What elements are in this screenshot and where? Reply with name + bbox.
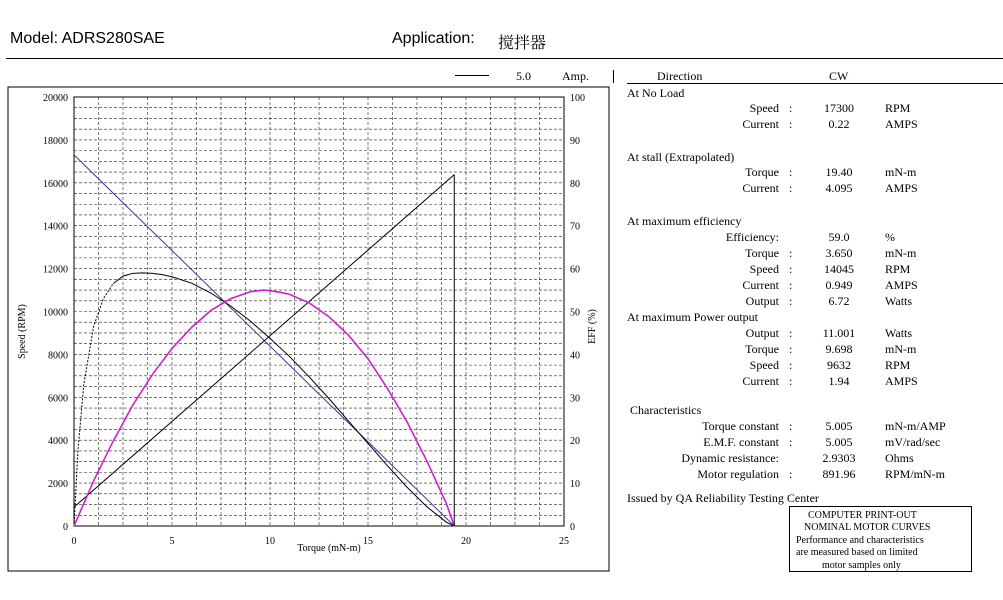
note-line-2: NOMINAL MOTOR CURVES: [804, 522, 931, 533]
row-unit: %: [885, 230, 895, 244]
row-value: 9.698: [825, 342, 853, 356]
row-colon: :: [789, 294, 793, 308]
y-tick-label: 0: [63, 522, 68, 533]
note-line-4: are measured based on limited: [796, 547, 918, 558]
application-value: 搅拌器: [498, 35, 547, 52]
y-tick-label: 14000: [43, 221, 68, 233]
row-unit: Watts: [885, 294, 913, 308]
y-tick-label: 20000: [43, 93, 68, 104]
row-unit: RPM: [885, 101, 911, 115]
section-title: At maximum Power output: [627, 310, 758, 324]
row-name: Speed: [749, 262, 779, 276]
row-name: E.M.F. constant: [703, 435, 779, 449]
section-title: At stall (Extrapolated): [627, 150, 735, 164]
x-tick-label: 25: [559, 536, 569, 547]
y2-tick-label: 30: [570, 393, 580, 405]
row-unit: mV/rad/sec: [885, 435, 941, 449]
row-unit: AMPS: [885, 181, 918, 195]
row-name: Current: [742, 117, 779, 131]
row-colon: :: [789, 262, 793, 276]
row-name: Efficiency:: [725, 230, 779, 244]
y2-tick-label: 0: [570, 522, 575, 533]
row-colon: :: [789, 374, 793, 388]
x-tick-label: 15: [363, 536, 373, 547]
row-name: Torque constant: [702, 419, 779, 433]
application-label: Application:: [392, 30, 475, 47]
row-value: 0.22: [828, 117, 850, 131]
row-unit: AMPS: [885, 278, 918, 292]
note-line-3: Performance and characteristics: [796, 535, 924, 546]
direction-value: CW: [829, 69, 849, 83]
row-colon: :: [789, 435, 793, 449]
row-colon: :: [789, 117, 793, 131]
row-colon: :: [789, 467, 793, 481]
row-name: Current: [742, 181, 779, 195]
section-title: At No Load: [627, 86, 685, 100]
row-value: 9632: [827, 358, 851, 372]
direction-label: Direction: [657, 69, 703, 83]
row-name: Torque: [745, 246, 779, 260]
x-tick-label: 20: [461, 536, 471, 547]
legend-divider: [613, 70, 614, 83]
row-colon: :: [789, 165, 793, 179]
row-unit: RPM: [885, 262, 911, 276]
y-axis-label: Speed (RPM): [17, 304, 28, 359]
row-name: Output: [745, 326, 779, 340]
row-unit: mN-m: [885, 165, 917, 179]
row-unit: mN-m: [885, 246, 917, 260]
y2-tick-label: 70: [570, 221, 580, 233]
direction-underline: [627, 83, 1003, 84]
y2-tick-label: 80: [570, 178, 580, 190]
row-unit: RPM: [885, 358, 911, 372]
row-value: 0.949: [825, 278, 853, 292]
row-unit: mN-m/AMP: [885, 419, 946, 433]
row-value: 4.095: [825, 181, 853, 195]
row-value: 3.650: [825, 246, 853, 260]
row-value: 6.72: [828, 294, 850, 308]
row-unit: AMPS: [885, 374, 918, 388]
y-tick-label: 4000: [48, 436, 68, 448]
y2-tick-label: 40: [570, 350, 580, 362]
row-value: 1.94: [828, 374, 850, 388]
row-value: 2.9303: [822, 451, 856, 465]
row-value: 5.005: [825, 435, 853, 449]
row-unit: AMPS: [885, 117, 918, 131]
series-current-line: [74, 175, 454, 507]
row-name: Output: [745, 294, 779, 308]
model-title: Model: ADRS280SAE: [10, 30, 165, 47]
row-colon: :: [789, 419, 793, 433]
row-name: Current: [742, 374, 779, 388]
row-unit: RPM/mN-m: [885, 467, 946, 481]
row-name: Speed: [749, 101, 779, 115]
note-line-1: COMPUTER PRINT-OUT: [808, 510, 917, 521]
row-colon: :: [789, 278, 793, 292]
row-colon: :: [789, 181, 793, 195]
row-value: 14045: [824, 262, 854, 276]
row-value: 19.40: [825, 165, 853, 179]
y2-tick-label: 50: [570, 307, 580, 319]
y-tick-label: 8000: [48, 350, 68, 362]
chart-frame: [8, 87, 609, 571]
x-tick-label: 10: [265, 536, 275, 547]
row-unit: Ohms: [885, 451, 914, 465]
row-colon: :: [789, 358, 793, 372]
y-tick-label: 10000: [43, 307, 68, 319]
y2-axis-label: EFF (%): [587, 309, 598, 344]
row-name: Torque: [745, 165, 779, 179]
note-box: [789, 506, 972, 572]
x-axis-label: Torque (mN-m): [297, 543, 361, 554]
note-line-5: motor samples only: [822, 560, 901, 571]
section-title: Characteristics: [630, 403, 702, 417]
row-unit: Watts: [885, 326, 913, 340]
row-value: 59.0: [828, 230, 850, 244]
x-tick-label: 5: [169, 536, 175, 547]
y-tick-label: 2000: [48, 479, 68, 491]
row-value: 5.005: [825, 419, 853, 433]
y2-tick-label: 20: [570, 436, 580, 448]
y2-tick-label: 60: [570, 264, 580, 276]
y2-tick-label: 10: [570, 479, 580, 491]
issued-by: Issued by QA Reliability Testing Center: [627, 491, 819, 505]
section-title: At maximum efficiency: [627, 214, 742, 228]
x-tick-label: 0: [71, 536, 77, 547]
row-value: 11.001: [822, 326, 856, 340]
y-tick-label: 18000: [43, 135, 68, 147]
row-name: Speed: [749, 358, 779, 372]
y-tick-label: 12000: [43, 264, 68, 276]
y2-tick-label: 100: [570, 93, 585, 104]
row-name: Motor regulation: [697, 467, 779, 481]
legend-unit: Amp.: [562, 69, 589, 83]
legend-value: 5.0: [516, 69, 531, 83]
y-tick-label: 6000: [48, 393, 68, 405]
row-colon: :: [789, 342, 793, 356]
y-tick-label: 16000: [43, 178, 68, 190]
row-unit: mN-m: [885, 342, 917, 356]
row-value: 891.96: [822, 467, 856, 481]
row-name: Torque: [745, 342, 779, 356]
row-colon: :: [789, 101, 793, 115]
row-name: Dynamic resistance:: [681, 451, 779, 465]
row-colon: :: [789, 246, 793, 260]
row-colon: :: [789, 326, 793, 340]
row-name: Current: [742, 278, 779, 292]
row-value: 17300: [824, 101, 854, 115]
series-output-power-line: [113, 273, 454, 526]
y2-tick-label: 90: [570, 135, 580, 147]
